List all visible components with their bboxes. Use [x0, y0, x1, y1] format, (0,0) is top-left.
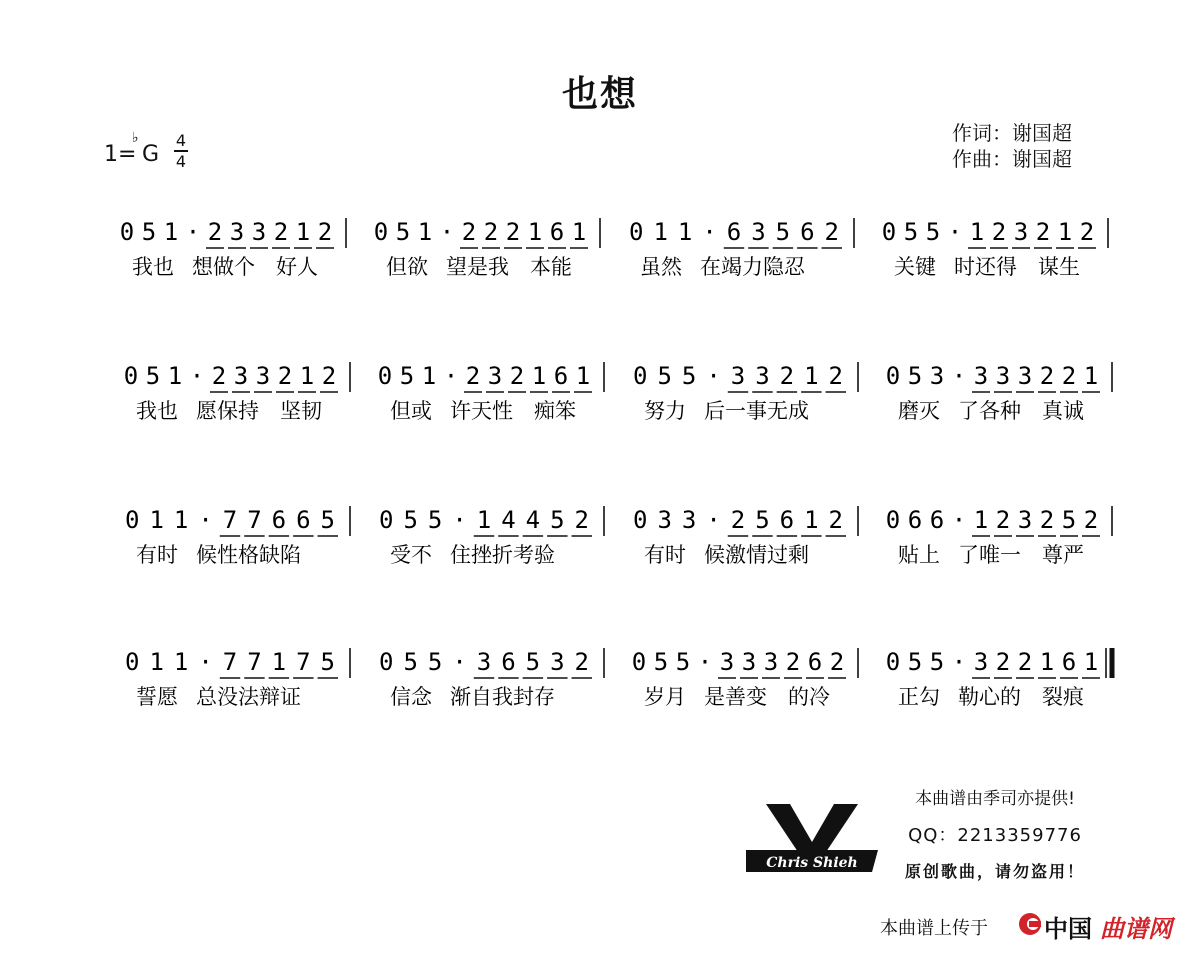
note: 3: [476, 648, 492, 676]
uploaded-label: 本曲谱上传于: [880, 918, 988, 939]
note: 3: [763, 648, 779, 676]
note: 5: [903, 218, 919, 246]
note: 1: [677, 218, 693, 246]
note: 5: [657, 362, 672, 390]
note: 1: [1039, 648, 1055, 676]
note: 5: [145, 362, 161, 390]
note: 2: [829, 648, 845, 676]
note: 5: [681, 362, 697, 390]
note: 2: [277, 362, 293, 390]
note: 2: [779, 362, 795, 390]
note: 7: [247, 506, 262, 534]
lyric-word: 望是我: [446, 255, 509, 279]
note: 5: [907, 648, 923, 676]
note: 6: [549, 218, 565, 246]
note: 5: [403, 648, 418, 676]
provider-info: [895, 784, 1095, 882]
note: 2: [1039, 506, 1055, 534]
note: 3: [1017, 362, 1033, 390]
note: 5: [1061, 506, 1077, 534]
note: 5: [755, 506, 770, 534]
note: 2: [991, 218, 1007, 246]
note: 6: [271, 506, 287, 534]
note: 2: [828, 506, 844, 534]
lyric-word: 好人: [276, 255, 318, 279]
note: 0: [885, 648, 901, 676]
note: ·: [452, 648, 467, 676]
note: 1: [149, 506, 164, 534]
note: 2: [321, 362, 337, 390]
note: 3: [751, 218, 766, 246]
note: ·: [189, 362, 205, 390]
note: 3: [255, 362, 271, 390]
lyric-word: 坚韧: [280, 399, 322, 423]
note: 3: [929, 362, 945, 390]
note: 5: [399, 362, 415, 390]
time-bottom: 4: [175, 152, 187, 171]
note: 1: [417, 218, 433, 246]
note: ·: [951, 362, 967, 390]
lyric-word: 在竭力隐忍: [700, 255, 805, 279]
note: 2: [828, 362, 844, 390]
note: 3: [251, 218, 267, 246]
note: 5: [427, 506, 443, 534]
note: 3: [1013, 218, 1029, 246]
note: 1: [295, 218, 311, 246]
note: 0: [119, 218, 135, 246]
note: 2: [317, 218, 333, 246]
note: 5: [925, 218, 941, 246]
chris-shieh-logo: [746, 800, 878, 876]
note: ·: [198, 506, 213, 534]
site-name-cn: 中国: [1044, 915, 1092, 943]
note: 1: [804, 362, 819, 390]
note: 5: [403, 506, 418, 534]
note: 2: [730, 506, 746, 534]
note: ·: [185, 218, 201, 246]
note: 0: [123, 362, 139, 390]
note: 1: [804, 506, 819, 534]
note: 3: [233, 362, 249, 390]
lyric-word: 谋生: [1038, 255, 1080, 279]
note: ·: [947, 218, 963, 246]
note: 3: [995, 362, 1011, 390]
note: 7: [296, 648, 311, 676]
note: 6: [726, 218, 742, 246]
song-title: 也想: [561, 74, 638, 115]
note: 5: [550, 506, 565, 534]
note: 6: [929, 506, 945, 534]
time-top: 4: [175, 131, 187, 150]
note: 0: [885, 506, 901, 534]
lyric-word: 了唯一: [958, 543, 1021, 567]
note: 1: [299, 362, 315, 390]
note: 1: [653, 218, 668, 246]
note: 1: [476, 506, 492, 534]
note: 6: [1061, 648, 1077, 676]
note: 5: [320, 648, 336, 676]
note: ·: [951, 506, 967, 534]
note: 2: [995, 648, 1011, 676]
lyric-word: 许天性: [450, 399, 513, 423]
lyric-word: 岁月: [644, 685, 686, 709]
key-note: G: [142, 142, 160, 167]
lyric-word: 誓愿: [136, 685, 178, 709]
note: ·: [697, 648, 713, 676]
lyric-word: 愿保持: [196, 399, 259, 423]
note: 4: [501, 506, 516, 534]
note: 1: [973, 506, 989, 534]
logo-text: Chris Shieh: [766, 855, 858, 871]
note: 6: [907, 506, 923, 534]
lyric-word: 正勾: [898, 685, 940, 709]
note: 3: [681, 506, 697, 534]
note: 5: [929, 648, 945, 676]
note: 2: [1035, 218, 1051, 246]
note: 1: [1057, 218, 1073, 246]
note: ·: [702, 218, 717, 246]
note: 6: [553, 362, 569, 390]
provider-text: 本曲谱由季司亦提供!: [915, 789, 1075, 809]
note: 2: [574, 648, 590, 676]
lyric-word: 勒心的: [958, 685, 1021, 709]
lyric-word: 但欲: [386, 255, 428, 279]
lyric-word: 真诚: [1042, 399, 1084, 423]
lyric-word: 是善变: [704, 685, 767, 709]
note: 2: [785, 648, 801, 676]
note: 0: [628, 218, 644, 246]
lyric-word: 时还得: [954, 255, 1017, 279]
note: 5: [525, 648, 541, 676]
note: 3: [741, 648, 757, 676]
note: 1: [163, 218, 179, 246]
note: 0: [632, 506, 648, 534]
note: 2: [211, 362, 227, 390]
note: ·: [706, 506, 721, 534]
note: 1: [1083, 362, 1099, 390]
note: 5: [427, 648, 443, 676]
note: 6: [807, 648, 823, 676]
qq-number: QQ：2213359776: [908, 825, 1082, 846]
note: ·: [452, 506, 467, 534]
lyric-word: 总没法辩证: [196, 685, 301, 709]
note: 7: [222, 506, 238, 534]
note: ·: [198, 648, 213, 676]
composer: 作曲：谢国超: [952, 147, 1072, 171]
lyric-word: 痴笨: [534, 399, 576, 423]
note: 3: [229, 218, 245, 246]
lyric-word: 渐自我封存: [450, 685, 555, 709]
note: ·: [706, 362, 721, 390]
lyric-word: 受不: [390, 543, 432, 567]
note: 2: [1079, 218, 1095, 246]
note: 1: [271, 648, 287, 676]
note: 0: [377, 362, 393, 390]
note: 3: [719, 648, 735, 676]
lyricist: 作词：谢国超: [952, 121, 1072, 145]
note: 1: [173, 506, 189, 534]
lyric-word: 了各种: [958, 399, 1021, 423]
note: 2: [273, 218, 289, 246]
lyric-word: 住挫折考验: [450, 543, 555, 567]
note: ·: [443, 362, 459, 390]
note: 2: [995, 506, 1011, 534]
note: 2: [509, 362, 525, 390]
lyric-word: 想做个: [192, 255, 255, 279]
flat-icon: ♭: [132, 130, 139, 146]
note: 3: [657, 506, 672, 534]
note: 2: [1083, 506, 1099, 534]
note: 2: [505, 218, 521, 246]
key-prefix: 1=: [104, 142, 137, 167]
note: 2: [1061, 362, 1077, 390]
note: 0: [885, 362, 901, 390]
lyric-word: 磨灭: [898, 399, 940, 423]
note: 6: [779, 506, 795, 534]
note: 5: [320, 506, 336, 534]
note: 3: [755, 362, 770, 390]
note: 1: [575, 362, 591, 390]
note: 1: [167, 362, 183, 390]
note: 2: [574, 506, 590, 534]
note: 2: [207, 218, 223, 246]
note: 2: [824, 218, 840, 246]
lyric-word: 裂痕: [1042, 685, 1084, 709]
note: 0: [378, 506, 394, 534]
lyric-word: 的冷: [788, 685, 830, 709]
lyric-word: 候性格缺陷: [196, 543, 301, 567]
note: 1: [421, 362, 437, 390]
note: ·: [439, 218, 455, 246]
note: 5: [395, 218, 411, 246]
note: 3: [730, 362, 746, 390]
note: 1: [531, 362, 547, 390]
note: 6: [296, 506, 311, 534]
lyric-word: 候激情过剩: [704, 543, 809, 567]
note: 5: [907, 362, 923, 390]
note: 2: [483, 218, 499, 246]
note: 2: [461, 218, 477, 246]
note: 5: [675, 648, 691, 676]
note: ·: [951, 648, 967, 676]
note: 1: [1083, 648, 1099, 676]
note: 5: [141, 218, 157, 246]
note: 2: [1017, 648, 1033, 676]
site-name-qupu: 曲谱网: [1100, 915, 1172, 943]
lyric-word: 后一事无成: [704, 399, 809, 423]
note: 2: [465, 362, 481, 390]
site-logo[interactable]: [1016, 906, 1176, 942]
lyric-word: 但或: [390, 399, 432, 423]
note: 3: [1017, 506, 1033, 534]
note: 1: [969, 218, 985, 246]
note: 0: [373, 218, 389, 246]
lyric-word: 本能: [530, 255, 572, 279]
note: 0: [631, 648, 647, 676]
note: 7: [222, 648, 238, 676]
copyright-note: 原创歌曲，请勿盗用！: [904, 862, 1085, 881]
note: 4: [525, 506, 541, 534]
lyric-word: 虽然: [640, 255, 682, 279]
note: 0: [124, 506, 140, 534]
lyric-word: 有时: [136, 543, 178, 567]
lyric-word: 有时: [644, 543, 686, 567]
note: 0: [124, 648, 140, 676]
note: 3: [973, 362, 989, 390]
lyric-word: 信念: [390, 685, 432, 709]
note: 6: [800, 218, 815, 246]
site-logo-icon: [1016, 906, 1044, 942]
note: 1: [527, 218, 543, 246]
lyric-word: 我也: [136, 399, 178, 423]
lyric-word: 关键: [894, 255, 936, 279]
note: 1: [173, 648, 189, 676]
note: 7: [247, 648, 262, 676]
lyric-word: 尊严: [1042, 543, 1084, 567]
note: 2: [1039, 362, 1055, 390]
note: 1: [149, 648, 164, 676]
note: 3: [973, 648, 989, 676]
lyric-word: 我也: [132, 255, 174, 279]
note: 5: [653, 648, 669, 676]
note: 3: [487, 362, 503, 390]
note: 3: [550, 648, 565, 676]
note: 6: [501, 648, 516, 676]
note: 5: [775, 218, 791, 246]
note: 1: [571, 218, 587, 246]
note: 0: [378, 648, 394, 676]
note: 0: [881, 218, 897, 246]
lyric-word: 努力: [644, 399, 686, 423]
note: 0: [632, 362, 648, 390]
lyric-word: 贴上: [898, 543, 940, 567]
